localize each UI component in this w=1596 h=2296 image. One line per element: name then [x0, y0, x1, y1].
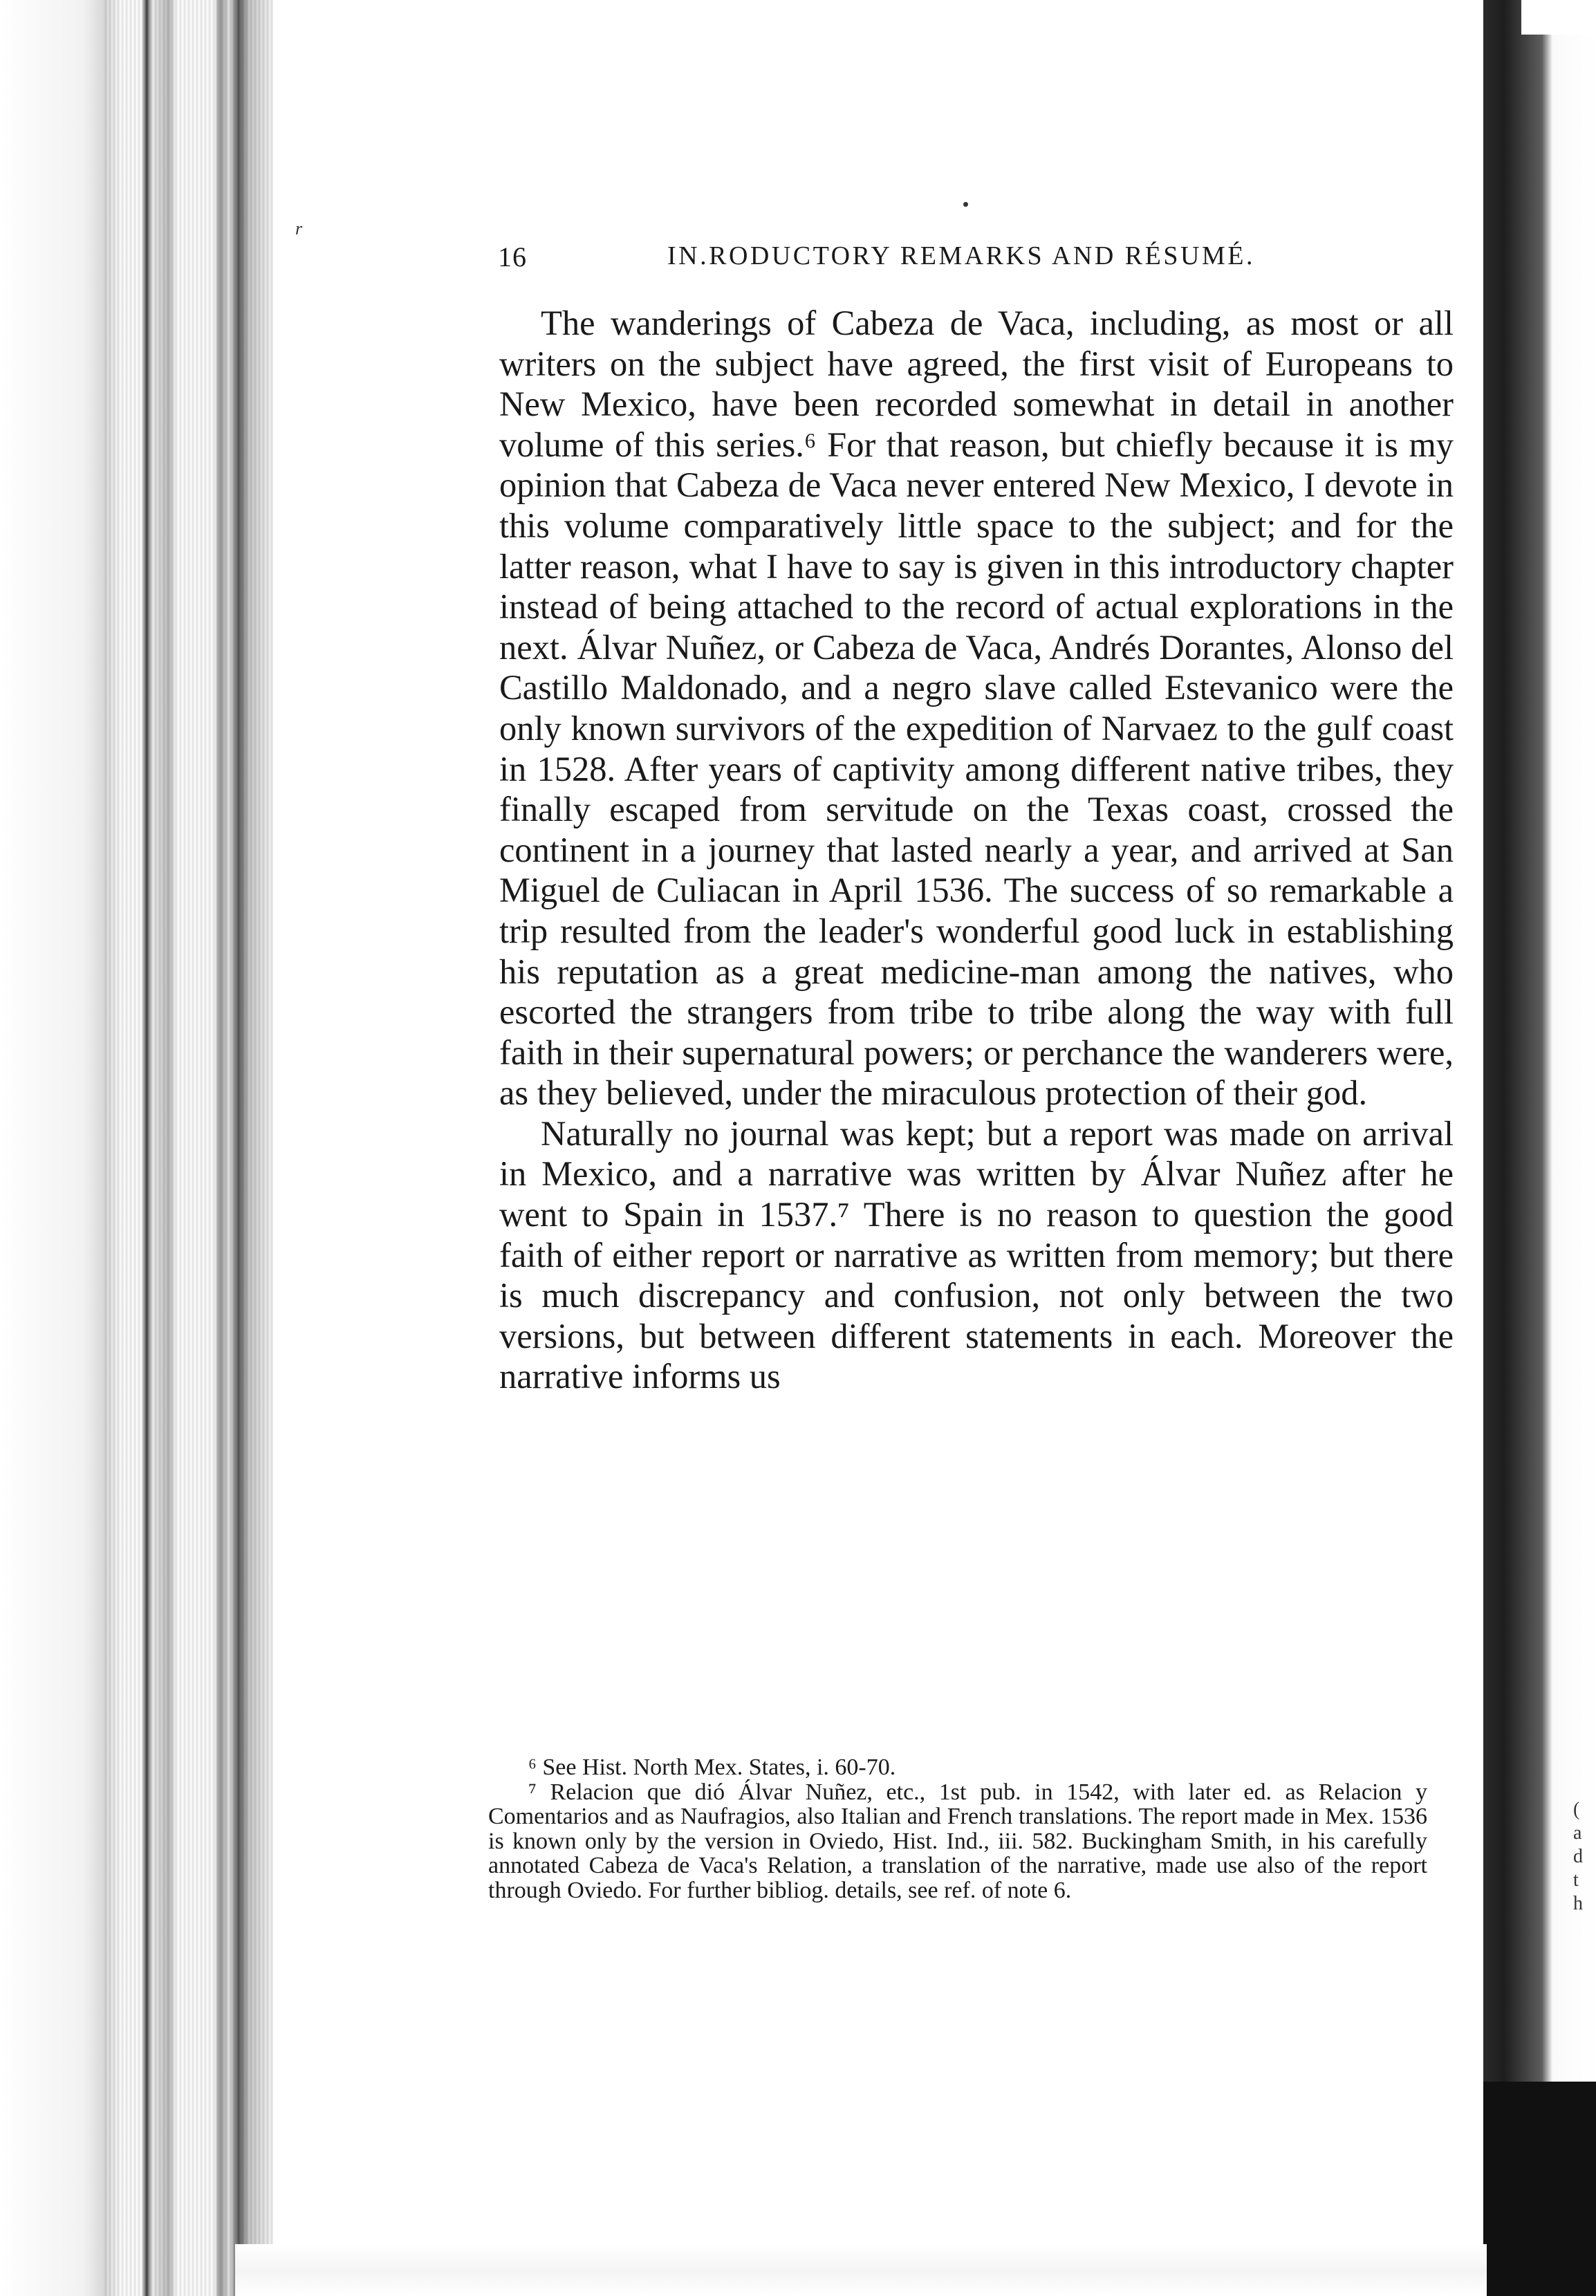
running-title: IN.RODUCTORY REMARKS AND RÉSUMÉ.	[667, 241, 1255, 270]
paragraph-2: Naturally no journal was kept; but a report was made on arrival in Mexico, and a narrative was written by Álvar Nuñez after he went to Spain in 1537.⁷ There is no reason to question the good faith of either report or narrative as written from memory; but there is much discrepancy and confusion, not only between the two versions, but between different statements in each. Moreover the narrative informs us	[499, 1113, 1454, 1396]
fragment: d	[1573, 1846, 1583, 1867]
stray-mark: r	[295, 219, 303, 239]
page-number: 16	[498, 241, 527, 272]
facing-page-shadow	[1483, 2082, 1596, 2296]
stray-dot	[963, 202, 968, 207]
page-stack-lines	[104, 0, 277, 2296]
facing-page-edge	[1483, 0, 1596, 2296]
facing-page-fragments	[1573, 1798, 1594, 1916]
fragment: (	[1573, 1799, 1580, 1820]
running-header	[498, 241, 1348, 282]
paragraph-1: The wanderings of Cabeza de Vaca, including, as most or all writers on the subject have agreed, the first visit of Europeans to New Mexico, have been recorded somewhat in detail in another volume of this series.⁶ For that reason, but chiefly because it is my opinion that Cabeza de Vaca never entered New Mexico, I devote in this volume comparatively little space to the subject; and for the latter reason, what I have to say is given in this introductory chapter instead of being attached to the record of actual explorations in the next. Álvar Nuñez, or Cabeza de Vaca, Andrés Dorantes, Alonso del Castillo Maldonado, and a negro slave called Estevanico were the only known survivors of the expedition of Narvaez to the gulf coast in 1528. After years of captivity among different native tribes, they finally escaped from servitude on the Texas coast, crossed the continent in a journey that lasted nearly a year, and arrived at San Miguel de Culiacan in April 1536. The success of so remarkable a trip resulted from the leader's wonderful good luck in establishing his reputation as a great medicine-man among the natives, who escorted the strangers from tribe to tribe along the way with full faith in their supernatural powers; or perchance the wanderers were, as they believed, under the miraculous protection of their god.	[499, 304, 1454, 1113]
body-text	[499, 303, 1454, 1397]
page-bottom-margin	[235, 2244, 1487, 2296]
fragment: t	[1573, 1869, 1579, 1891]
facing-page-corner	[1521, 0, 1596, 35]
footnote-7: ⁷ Relacion que dió Álvar Nuñez, etc., 1st pub. in 1542, with later ed. as Relacion y Comentarios and as Naufragios, also Italian and French translations. The report made in Mex. 1536 is known only by the version in Oviedo, Hist. Ind., iii. 582. Buckingham Smith, in his carefully annotated Cabeza de Vaca's Relation, a translation of the narrative, made use also of the report through Oviedo. For further bibliog. details, see ref. of note 6.	[488, 1779, 1427, 1903]
fragment: a	[1573, 1822, 1582, 1844]
footnotes	[488, 1755, 1427, 1902]
fragment: h	[1573, 1893, 1583, 1914]
footnote-6: ⁶ See Hist. North Mex. States, i. 60-70.	[528, 1755, 896, 1780]
